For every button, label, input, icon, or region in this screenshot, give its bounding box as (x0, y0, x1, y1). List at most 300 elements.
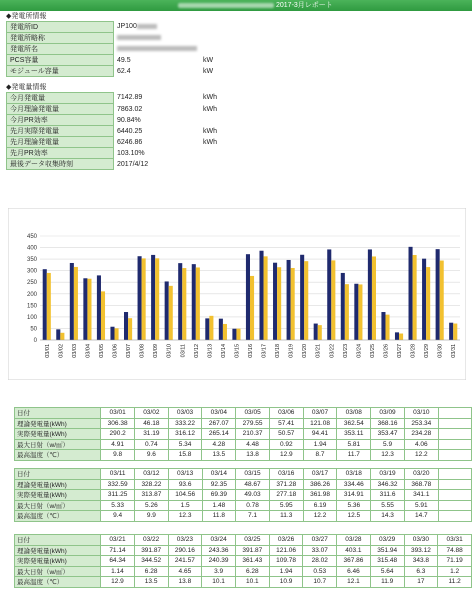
info-label: 先月理論発電量 (7, 137, 114, 148)
cell: 12.2 (404, 450, 438, 461)
x-tick-label: 03/23 (342, 344, 349, 358)
info-value: 7863.02 (114, 104, 201, 115)
y-tick-label: 50 (30, 326, 37, 333)
x-tick-label: 03/28 (410, 344, 417, 358)
info-label: 発電所ID (7, 22, 114, 33)
cell: 03/02 (135, 408, 169, 419)
x-tick-label: 03/20 (302, 344, 309, 358)
cell: 5.34 (168, 439, 202, 450)
row-label: 実際発電量(kWh) (15, 556, 101, 567)
irradiance-row (15, 500, 472, 511)
plant-info-heading: ◆発電所情報 (6, 13, 47, 20)
cell: 313.87 (135, 490, 169, 501)
row-label: 実際発電量(kWh) (15, 429, 101, 440)
cell: 03/08 (337, 408, 371, 419)
info-row (7, 44, 267, 55)
info-value: 6440.25 (114, 126, 201, 137)
cell: 6.3 (404, 566, 438, 577)
y-tick-label: 350 (26, 257, 37, 264)
cell: 241.57 (168, 556, 202, 567)
row-label: 理論発電量(kWh) (15, 545, 101, 556)
cell: 03/12 (135, 469, 169, 480)
bar-actual (223, 324, 227, 340)
cell: 386.26 (303, 479, 337, 490)
cell: 03/23 (168, 535, 202, 546)
cell: 316.12 (168, 429, 202, 440)
cell: 03/13 (168, 469, 202, 480)
cell: 333.22 (168, 418, 202, 429)
cell: 277.18 (269, 490, 303, 501)
cell: 50.57 (269, 429, 303, 440)
cell: 4.06 (404, 439, 438, 450)
cell (438, 469, 471, 480)
bar-actual (182, 268, 186, 340)
bar-theory (436, 249, 440, 340)
cell (438, 418, 471, 429)
cell: 367.86 (337, 556, 371, 567)
cell: 13.8 (236, 450, 270, 461)
cell: 344.52 (134, 556, 168, 567)
bar-theory (232, 329, 236, 340)
cell (438, 429, 471, 440)
x-tick-label: 03/29 (424, 344, 431, 358)
x-tick-label: 03/26 (383, 344, 390, 358)
bar-actual (87, 279, 91, 340)
irradiance-row (15, 566, 472, 577)
bar-actual (358, 284, 362, 340)
bar-theory (246, 254, 250, 340)
x-tick-label: 03/06 (112, 344, 119, 358)
cell: 334.46 (337, 479, 371, 490)
cell: 03/29 (370, 535, 404, 546)
cell: 234.28 (404, 429, 438, 440)
x-tick-label: 03/09 (153, 344, 160, 358)
bar-actual (209, 316, 213, 340)
blurred-text (137, 24, 157, 29)
date-row (15, 469, 472, 480)
cell: 03/19 (371, 469, 405, 480)
bar-theory (354, 284, 358, 340)
cell: 403.1 (337, 545, 371, 556)
cell: 361.43 (235, 556, 269, 567)
cell: 03/31 (438, 535, 472, 546)
cell: 17 (404, 577, 438, 588)
info-unit (200, 159, 266, 170)
cell: 4.65 (168, 566, 202, 577)
cell: 306.38 (101, 418, 135, 429)
cell: 03/28 (337, 535, 371, 546)
actual-row (15, 556, 472, 567)
row-label: 最高温度（℃） (15, 577, 101, 588)
cell: 6.46 (337, 566, 371, 577)
info-row (7, 33, 267, 44)
cell: 311.6 (371, 490, 405, 501)
bar-theory (368, 249, 372, 340)
cell: 0.92 (269, 439, 303, 450)
cell: 15.8 (168, 450, 202, 461)
irradiance-row (15, 439, 472, 450)
row-label: 実際発電量(kWh) (15, 490, 101, 501)
cell (438, 408, 471, 419)
cell: 03/09 (371, 408, 405, 419)
cell: 74.88 (438, 545, 472, 556)
bar-theory (192, 264, 196, 340)
generation-info-heading: ◆発電量情報 (6, 84, 47, 91)
info-row (7, 55, 267, 66)
bar-actual (331, 260, 335, 340)
temperature-row (15, 577, 472, 588)
theory-row (15, 479, 472, 490)
cell: 03/17 (303, 469, 337, 480)
bar-actual (236, 329, 240, 340)
x-tick-label: 03/19 (288, 344, 295, 358)
cell: 92.35 (202, 479, 236, 490)
info-row (7, 66, 267, 77)
row-label: 理論発電量(kWh) (15, 418, 101, 429)
bar-actual (60, 333, 64, 340)
info-value: 6246.86 (114, 137, 201, 148)
actual-row (15, 490, 472, 501)
cell: 368.78 (404, 479, 438, 490)
x-tick-label: 03/11 (180, 344, 187, 358)
cell: 03/21 (101, 535, 135, 546)
cell: 109.78 (269, 556, 303, 567)
cell: 4.28 (202, 439, 236, 450)
cell: 4.91 (101, 439, 135, 450)
bar-theory (287, 260, 291, 340)
cell: 104.56 (168, 490, 202, 501)
report-title: 2017-3月レポート (276, 2, 333, 9)
x-tick-label: 03/13 (207, 344, 214, 358)
bar-actual (277, 267, 281, 340)
cell: 5.64 (370, 566, 404, 577)
bar-actual (426, 267, 430, 340)
x-tick-label: 03/02 (58, 344, 65, 358)
info-unit: kW (200, 66, 266, 77)
cell: 351.94 (370, 545, 404, 556)
cell: 69.39 (202, 490, 236, 501)
cell: 94.41 (303, 429, 337, 440)
cell: 03/07 (303, 408, 337, 419)
x-tick-label: 03/01 (44, 344, 51, 358)
cell: 03/14 (202, 469, 236, 480)
cell (438, 511, 471, 522)
cell: 361.98 (303, 490, 337, 501)
bar-actual (440, 261, 444, 340)
info-row (7, 126, 267, 137)
info-label: 今月PR効率 (7, 115, 114, 126)
cell: 290.16 (168, 545, 202, 556)
x-tick-label: 03/24 (356, 344, 363, 358)
cell: 0.53 (303, 566, 337, 577)
bar-theory (165, 281, 169, 340)
cell: 49.03 (236, 490, 270, 501)
bar-theory (97, 275, 101, 340)
cell: 4.48 (236, 439, 270, 450)
cell: 03/26 (269, 535, 303, 546)
info-row (7, 93, 267, 104)
cell: 1.94 (303, 439, 337, 450)
y-tick-label: 200 (26, 291, 37, 298)
bar-actual (128, 318, 132, 340)
cell: 1.2 (438, 566, 472, 577)
info-label: モジュール容量 (7, 66, 114, 77)
cell: 11.2 (438, 577, 472, 588)
info-unit (200, 44, 266, 55)
cell: 343.8 (404, 556, 438, 567)
x-tick-label: 03/22 (329, 344, 336, 358)
bar-theory (381, 312, 385, 340)
cell: 11.8 (202, 511, 236, 522)
report-title-bar (0, 0, 472, 11)
bar-actual (155, 258, 159, 340)
cell: 10.1 (202, 577, 236, 588)
cell: 6.28 (235, 566, 269, 577)
cell: 33.07 (303, 545, 337, 556)
bar-actual (318, 325, 322, 340)
generation-info-table (6, 92, 266, 170)
cell: 03/16 (269, 469, 303, 480)
x-tick-label: 03/08 (139, 344, 146, 358)
cell: 9.6 (135, 450, 169, 461)
cell: 03/04 (202, 408, 236, 419)
bar-theory (422, 259, 426, 340)
cell: 13.5 (134, 577, 168, 588)
x-tick-label: 03/21 (315, 344, 322, 358)
x-tick-label: 03/17 (261, 344, 268, 358)
x-tick-label: 03/31 (451, 344, 458, 358)
x-tick-label: 03/15 (234, 344, 241, 358)
bar-theory (151, 255, 155, 340)
daily-table-2 (14, 468, 472, 522)
info-row (7, 148, 267, 159)
info-value: 7142.89 (114, 93, 201, 104)
cell: 12.9 (101, 577, 135, 588)
cell: 03/15 (236, 469, 270, 480)
cell: 328.22 (135, 479, 169, 490)
bar-actual (291, 268, 295, 340)
bar-actual (304, 261, 308, 340)
cell: 03/03 (168, 408, 202, 419)
bar-actual (142, 258, 146, 340)
info-value (114, 33, 201, 44)
cell: 5.95 (269, 500, 303, 511)
info-unit: kWh (200, 93, 266, 104)
cell: 5.55 (371, 500, 405, 511)
cell: 10.1 (235, 577, 269, 588)
cell: 243.36 (202, 545, 236, 556)
bar-theory (327, 249, 331, 340)
cell: 5.33 (101, 500, 135, 511)
x-tick-label: 03/05 (98, 344, 105, 358)
cell: 71.14 (101, 545, 135, 556)
cell: 5.36 (337, 500, 371, 511)
daily-table-1 (14, 407, 472, 461)
info-value: 90.84% (114, 115, 201, 126)
cell: 03/24 (202, 535, 236, 546)
info-row (7, 159, 267, 170)
bar-theory (273, 263, 277, 340)
cell: 315.48 (370, 556, 404, 567)
info-value: 49.5 (114, 55, 201, 66)
cell: 353.47 (371, 429, 405, 440)
cell: 8.7 (303, 450, 337, 461)
cell: 240.39 (202, 556, 236, 567)
row-label: 日付 (15, 469, 101, 480)
cell: 5.9 (371, 439, 405, 450)
bar-theory (110, 327, 114, 340)
cell: 1.94 (269, 566, 303, 577)
cell: 12.3 (371, 450, 405, 461)
bar-theory (314, 324, 318, 340)
cell: 7.1 (236, 511, 270, 522)
bar-actual (47, 273, 51, 340)
date-row (15, 535, 472, 546)
y-tick-label: 100 (26, 314, 37, 321)
info-unit (200, 33, 266, 44)
info-unit: kWh (200, 126, 266, 137)
bar-theory (259, 251, 263, 340)
info-value: 2017/4/12 (114, 159, 201, 170)
info-unit (200, 22, 266, 33)
cell: 03/10 (404, 408, 438, 419)
cell (438, 450, 471, 461)
bar-theory (219, 319, 223, 340)
y-tick-label: 0 (33, 338, 37, 344)
bar-actual (196, 267, 200, 340)
bar-actual (264, 256, 268, 340)
cell: 391.87 (235, 545, 269, 556)
bar-actual (169, 286, 173, 340)
cell: 12.1 (337, 577, 371, 588)
cell: 03/27 (303, 535, 337, 546)
cell: 121.08 (303, 418, 337, 429)
info-unit (200, 115, 266, 126)
row-label: 最大日射（w/㎡） (15, 439, 101, 450)
row-label: 日付 (15, 535, 101, 546)
info-value: 62.4 (114, 66, 201, 77)
cell: 12.9 (269, 450, 303, 461)
cell: 267.07 (202, 418, 236, 429)
row-label: 最高温度（℃） (15, 450, 101, 461)
info-label: 最後データ収集時刻 (7, 159, 114, 170)
cell (438, 490, 471, 501)
cell: 12.3 (168, 511, 202, 522)
cell: 311.25 (101, 490, 135, 501)
bar-actual (115, 328, 119, 340)
x-tick-label: 03/03 (71, 344, 78, 358)
cell: 6.28 (134, 566, 168, 577)
cell: 13.8 (168, 577, 202, 588)
cell: 10.7 (303, 577, 337, 588)
cell: 13.5 (202, 450, 236, 461)
cell: 341.1 (404, 490, 438, 501)
cell: 6.19 (303, 500, 337, 511)
bar-theory (341, 273, 345, 340)
x-tick-label: 03/18 (275, 344, 282, 358)
info-label: 発電所略称 (7, 33, 114, 44)
cell: 1.14 (101, 566, 135, 577)
cell: 253.34 (404, 418, 438, 429)
info-unit: kWh (200, 137, 266, 148)
cell: 393.12 (404, 545, 438, 556)
bar-actual (399, 334, 403, 340)
plant-info-table (6, 21, 266, 77)
cell: 0.78 (236, 500, 270, 511)
cell: 03/11 (101, 469, 135, 480)
cell: 93.6 (168, 479, 202, 490)
temperature-row (15, 450, 472, 461)
info-unit: kW (200, 55, 266, 66)
actual-row (15, 429, 472, 440)
cell: 57.41 (269, 418, 303, 429)
cell: 362.54 (337, 418, 371, 429)
cell: 03/30 (404, 535, 438, 546)
theory-row (15, 418, 472, 429)
row-label: 最大日射（w/㎡） (15, 566, 101, 577)
cell: 368.16 (371, 418, 405, 429)
row-label: 最高温度（℃） (15, 511, 101, 522)
bar-theory (395, 332, 399, 340)
info-row (7, 137, 267, 148)
x-tick-label: 03/16 (248, 344, 254, 358)
x-tick-label: 03/12 (193, 344, 200, 358)
cell: 9.8 (101, 450, 135, 461)
cell: 11.3 (269, 511, 303, 522)
cell: 210.37 (236, 429, 270, 440)
info-row (7, 115, 267, 126)
x-tick-label: 03/14 (220, 344, 227, 358)
info-label: 発電所名 (7, 44, 114, 55)
cell: 11.7 (337, 450, 371, 461)
bar-theory (70, 263, 74, 340)
info-label: 今月発電量 (7, 93, 114, 104)
x-tick-label: 03/27 (397, 344, 404, 358)
bar-theory (43, 269, 47, 340)
daily-generation-chart (8, 208, 466, 380)
cell: 3.9 (202, 566, 236, 577)
bar-actual (101, 291, 105, 340)
x-tick-label: 03/04 (85, 344, 92, 358)
bar-theory (300, 255, 304, 340)
cell: 14.3 (371, 511, 405, 522)
cell: 12.2 (303, 511, 337, 522)
y-tick-label: 400 (26, 245, 37, 252)
blurred-text (117, 35, 161, 40)
cell: 332.59 (101, 479, 135, 490)
info-value (114, 44, 201, 55)
bar-theory (449, 323, 453, 340)
x-tick-label: 03/07 (126, 344, 133, 358)
cell: 64.34 (101, 556, 135, 567)
blurred-plant-name (178, 3, 274, 8)
y-tick-label: 250 (26, 280, 37, 287)
temperature-row (15, 511, 472, 522)
cell: 1.48 (202, 500, 236, 511)
bar-theory (124, 312, 128, 340)
row-label: 日付 (15, 408, 101, 419)
bar-theory (178, 263, 182, 340)
cell: 46.18 (135, 418, 169, 429)
cell: 03/20 (404, 469, 438, 480)
cell: 03/18 (337, 469, 371, 480)
info-unit: kWh (200, 104, 266, 115)
x-tick-label: 03/30 (437, 344, 444, 358)
info-label: PCS容量 (7, 55, 114, 66)
bar-actual (74, 267, 78, 340)
bar-theory (56, 329, 60, 340)
cell: 03/06 (269, 408, 303, 419)
